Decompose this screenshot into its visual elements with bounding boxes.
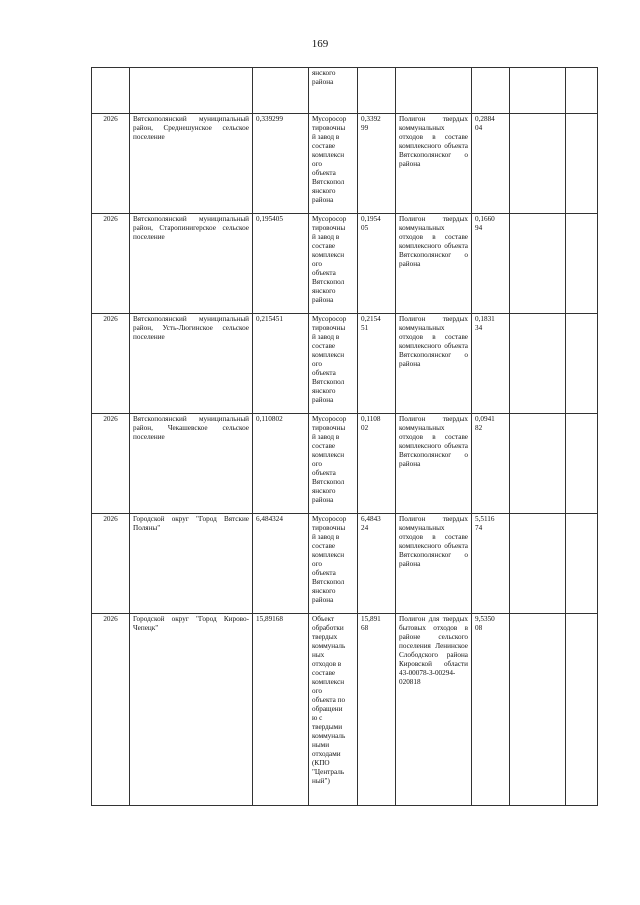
value-cell: 15,89168 bbox=[253, 614, 309, 806]
empty-cell bbox=[566, 414, 598, 514]
value-cell: 0,195405 bbox=[253, 214, 309, 314]
polygon-cell: Полигон для твердых бытовых отходов в районе сельского поселения Ленинское Слободского района Кировской области 43-00078-З-00294-020818 bbox=[396, 614, 472, 806]
value-cell bbox=[358, 68, 396, 114]
year-cell: 2026 bbox=[92, 514, 130, 614]
polygon-cell: Полигон твердых коммунальных отходов в составе комплексного объекта Вятскополянског о района bbox=[396, 214, 472, 314]
year-cell: 2026 bbox=[92, 414, 130, 514]
table-row bbox=[92, 414, 598, 514]
empty-cell bbox=[510, 614, 566, 806]
table-row bbox=[92, 514, 598, 614]
municipality-cell: Вятскополянский муниципальный район, Чекашевское сельское поселение bbox=[130, 414, 253, 514]
polygon-cell: Полигон твердых коммунальных отходов в составе комплексного объекта Вятскополянског о района bbox=[396, 314, 472, 414]
table-row bbox=[92, 68, 598, 114]
polygon-cell: Полигон твердых коммунальных отходов в составе комплексного объекта Вятскополянског о района bbox=[396, 414, 472, 514]
polygon-cell bbox=[396, 68, 472, 114]
value-cell: 0,1954 05 bbox=[358, 214, 396, 314]
value-cell: 0,2154 51 bbox=[358, 314, 396, 414]
object-cell: Мусоросор тировочны й завод в составе комплексн ого объекта Вятскопол янского района bbox=[309, 114, 358, 214]
value-cell: 0,339299 bbox=[253, 114, 309, 214]
value-cell: 0,1831 34 bbox=[472, 314, 510, 414]
value-cell: 0,1660 94 bbox=[472, 214, 510, 314]
municipality-cell: Вятскополянский муниципальный район, Среднешунское сельское поселение bbox=[130, 114, 253, 214]
polygon-cell: Полигон твердых коммунальных отходов в составе комплексного объекта Вятскополянског о района bbox=[396, 114, 472, 214]
object-cell: Мусоросор тировочны й завод в составе комплексн ого объекта Вятскопол янского района bbox=[309, 214, 358, 314]
value-cell: 5,5116 74 bbox=[472, 514, 510, 614]
polygon-cell: Полигон твердых коммунальных отходов в составе комплексного объекта Вятскополянског о района bbox=[396, 514, 472, 614]
table-row bbox=[92, 614, 598, 806]
table-row bbox=[92, 214, 598, 314]
object-cell: Мусоросор тировочны й завод в составе комплексн ого объекта Вятскопол янского района bbox=[309, 414, 358, 514]
empty-cell bbox=[510, 314, 566, 414]
object-cell: Объект обработки твердых коммуналь ных отходов в составе комплексн ого объекта по обращени ю с твердыми коммуналь ными отходами (КПО "Централь ный") bbox=[309, 614, 358, 806]
municipality-cell: Городской округ "Город Вятские Поляны" bbox=[130, 514, 253, 614]
municipality-cell: Городской округ "Город Кирово-Чепецк" bbox=[130, 614, 253, 806]
value-cell: 0,3392 99 bbox=[358, 114, 396, 214]
year-cell: 2026 bbox=[92, 114, 130, 214]
value-cell: 0,0941 82 bbox=[472, 414, 510, 514]
empty-cell bbox=[566, 314, 598, 414]
empty-cell bbox=[566, 214, 598, 314]
object-cell: Мусоросор тировочны й завод в составе комплексн ого объекта Вятскопол янского района bbox=[309, 314, 358, 414]
year-cell bbox=[92, 68, 130, 114]
empty-cell bbox=[510, 214, 566, 314]
value-cell: 0,2884 04 bbox=[472, 114, 510, 214]
page-number: 169 bbox=[311, 38, 329, 50]
empty-cell bbox=[510, 414, 566, 514]
value-cell: 6,4843 24 bbox=[358, 514, 396, 614]
value-cell: 0,1108 02 bbox=[358, 414, 396, 514]
year-cell: 2026 bbox=[92, 214, 130, 314]
empty-cell bbox=[566, 614, 598, 806]
value-cell: 0,215451 bbox=[253, 314, 309, 414]
empty-cell bbox=[566, 514, 598, 614]
year-cell: 2026 bbox=[92, 614, 130, 806]
municipality-cell bbox=[130, 68, 253, 114]
empty-cell bbox=[566, 114, 598, 214]
municipality-cell: Вятскополянский муниципальный район, Усть-Люгинское сельское поселение bbox=[130, 314, 253, 414]
municipality-cell: Вятскополянский муниципальный район, Старопинигерское сельское поселение bbox=[130, 214, 253, 314]
table-row bbox=[92, 314, 598, 414]
value-cell: 6,484324 bbox=[253, 514, 309, 614]
empty-cell bbox=[566, 68, 598, 114]
object-cell: Мусоросор тировочны й завод в составе комплексн ого объекта Вятскопол янского района bbox=[309, 514, 358, 614]
value-cell bbox=[472, 68, 510, 114]
value-cell bbox=[253, 68, 309, 114]
year-cell: 2026 bbox=[92, 314, 130, 414]
empty-cell bbox=[510, 514, 566, 614]
table-row bbox=[92, 114, 598, 214]
data-table bbox=[91, 67, 598, 806]
value-cell: 9,5350 08 bbox=[472, 614, 510, 806]
value-cell: 0,110802 bbox=[253, 414, 309, 514]
empty-cell bbox=[510, 68, 566, 114]
object-cell: янского района bbox=[309, 68, 358, 114]
value-cell: 15,891 68 bbox=[358, 614, 396, 806]
empty-cell bbox=[510, 114, 566, 214]
